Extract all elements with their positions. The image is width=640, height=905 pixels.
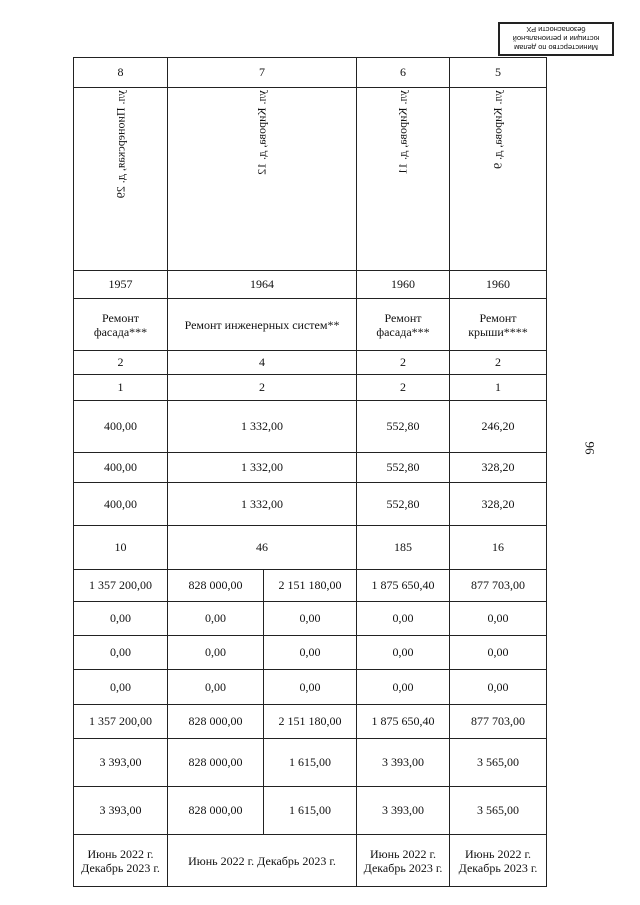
address-text: ул. Пионерская, д. 29 xyxy=(113,90,127,199)
table-cell: 400,00 xyxy=(74,483,168,526)
unit-cost-cell: 1 615,00 xyxy=(264,787,357,835)
address-cell xyxy=(168,88,357,271)
table-cell: 2 xyxy=(357,375,450,401)
table-cell: 2 xyxy=(168,375,357,401)
table-cell: 0,00 xyxy=(264,602,357,636)
table-row xyxy=(74,636,547,670)
unit-cost-cell: 3 565,00 xyxy=(450,787,547,835)
total-cell: 1 875 650,40 xyxy=(357,705,450,739)
table-cell: 1 332,00 xyxy=(168,453,357,483)
table-row xyxy=(74,453,547,483)
table-cell: 0,00 xyxy=(168,602,264,636)
stamp-line: Министерство по делам xyxy=(514,43,598,52)
unit-cost-cell: 3 393,00 xyxy=(74,787,168,835)
table-cell: 0,00 xyxy=(74,670,168,705)
total-cell: 1 357 200,00 xyxy=(74,705,168,739)
table-cell: 552,80 xyxy=(357,401,450,453)
table-cell: 2 xyxy=(357,351,450,375)
cost-cell: 2 151 180,00 xyxy=(264,570,357,602)
cost-cell: 877 703,00 xyxy=(450,570,547,602)
year-cell: 1957 xyxy=(74,271,168,299)
table-cell: 328,20 xyxy=(450,453,547,483)
unit-cost-cell: 3 393,00 xyxy=(357,739,450,787)
table-cell: 400,00 xyxy=(74,453,168,483)
table-cell: 1 332,00 xyxy=(168,483,357,526)
unit-cost-cell: 3 393,00 xyxy=(74,739,168,787)
table-cell: 1 332,00 xyxy=(168,401,357,453)
unit-cost-cell: 828 000,00 xyxy=(168,739,264,787)
column-index: 6 xyxy=(357,58,450,88)
table-cell: 0,00 xyxy=(450,670,547,705)
table-cell: 0,00 xyxy=(357,636,450,670)
table-row xyxy=(74,570,547,602)
table-cell: 0,00 xyxy=(74,636,168,670)
table-cell: 0,00 xyxy=(168,670,264,705)
address-cell xyxy=(357,88,450,271)
repair-schedule-table xyxy=(73,57,547,887)
table-row xyxy=(74,299,547,351)
table-cell: 552,80 xyxy=(357,453,450,483)
table-cell: 10 xyxy=(74,526,168,570)
table-cell: 0,00 xyxy=(168,636,264,670)
period-cell: Июнь 2022 г. Декабрь 2023 г. xyxy=(450,835,547,887)
table-cell: 2 xyxy=(450,351,547,375)
total-cell: 828 000,00 xyxy=(168,705,264,739)
table-cell: 0,00 xyxy=(450,636,547,670)
table-cell: 1 xyxy=(450,375,547,401)
table-cell: 2 xyxy=(74,351,168,375)
table-cell: 0,00 xyxy=(450,602,547,636)
work-type-cell: Ремонт фасада*** xyxy=(357,299,450,351)
table-cell: 0,00 xyxy=(264,636,357,670)
table-cell: 46 xyxy=(168,526,357,570)
unit-cost-cell: 1 615,00 xyxy=(264,739,357,787)
table-cell: 4 xyxy=(168,351,357,375)
table-row xyxy=(74,835,547,887)
table-cell: 0,00 xyxy=(74,602,168,636)
column-index: 5 xyxy=(450,58,547,88)
column-index: 8 xyxy=(74,58,168,88)
period-cell: Июнь 2022 г. Декабрь 2023 г. xyxy=(74,835,168,887)
table-cell: 0,00 xyxy=(357,602,450,636)
table-cell: 552,80 xyxy=(357,483,450,526)
unit-cost-cell: 3 565,00 xyxy=(450,739,547,787)
table-row xyxy=(74,88,547,271)
total-cell: 2 151 180,00 xyxy=(264,705,357,739)
year-cell: 1960 xyxy=(357,271,450,299)
table-row xyxy=(74,58,547,88)
table-row xyxy=(74,602,547,636)
work-type-cell: Ремонт фасада*** xyxy=(74,299,168,351)
table-row xyxy=(74,787,547,835)
period-cell: Июнь 2022 г. Декабрь 2023 г. xyxy=(357,835,450,887)
total-cell: 877 703,00 xyxy=(450,705,547,739)
table-row xyxy=(74,526,547,570)
table-cell: 246,20 xyxy=(450,401,547,453)
table-cell: 0,00 xyxy=(357,670,450,705)
table-row xyxy=(74,670,547,705)
unit-cost-cell: 3 393,00 xyxy=(357,787,450,835)
address-text: ул. Кирова, д. 11 xyxy=(395,90,410,175)
address-text: ул. Кирова, д. 12 xyxy=(254,90,269,175)
table-row xyxy=(74,483,547,526)
address-cell xyxy=(450,88,547,271)
table-row xyxy=(74,739,547,787)
page-number: 96 xyxy=(582,441,598,455)
work-type-cell: Ремонт инженерных систем** xyxy=(168,299,357,351)
unit-cost-cell: 828 000,00 xyxy=(168,787,264,835)
address-cell xyxy=(74,88,168,271)
cost-cell: 1 357 200,00 xyxy=(74,570,168,602)
cost-cell: 1 875 650,40 xyxy=(357,570,450,602)
table-cell: 185 xyxy=(357,526,450,570)
period-cell: Июнь 2022 г. Декабрь 2023 г. xyxy=(168,835,357,887)
address-text: ул. Кирова, д. 9 xyxy=(490,90,505,169)
table-row xyxy=(74,375,547,401)
table-cell: 1 xyxy=(74,375,168,401)
table-cell: 400,00 xyxy=(74,401,168,453)
cost-cell: 828 000,00 xyxy=(168,570,264,602)
table-row xyxy=(74,271,547,299)
table-row xyxy=(74,401,547,453)
column-index: 7 xyxy=(168,58,357,88)
table-row xyxy=(74,705,547,739)
work-type-cell: Ремонт крыши**** xyxy=(450,299,547,351)
stamp-line: безопасности РХ xyxy=(526,25,586,34)
stamp-line: юстиции и региональной xyxy=(512,34,600,43)
year-cell: 1960 xyxy=(450,271,547,299)
table-cell: 0,00 xyxy=(264,670,357,705)
table-cell: 16 xyxy=(450,526,547,570)
table-cell: 328,20 xyxy=(450,483,547,526)
registration-stamp xyxy=(498,22,614,56)
year-cell: 1964 xyxy=(168,271,357,299)
table-row xyxy=(74,351,547,375)
